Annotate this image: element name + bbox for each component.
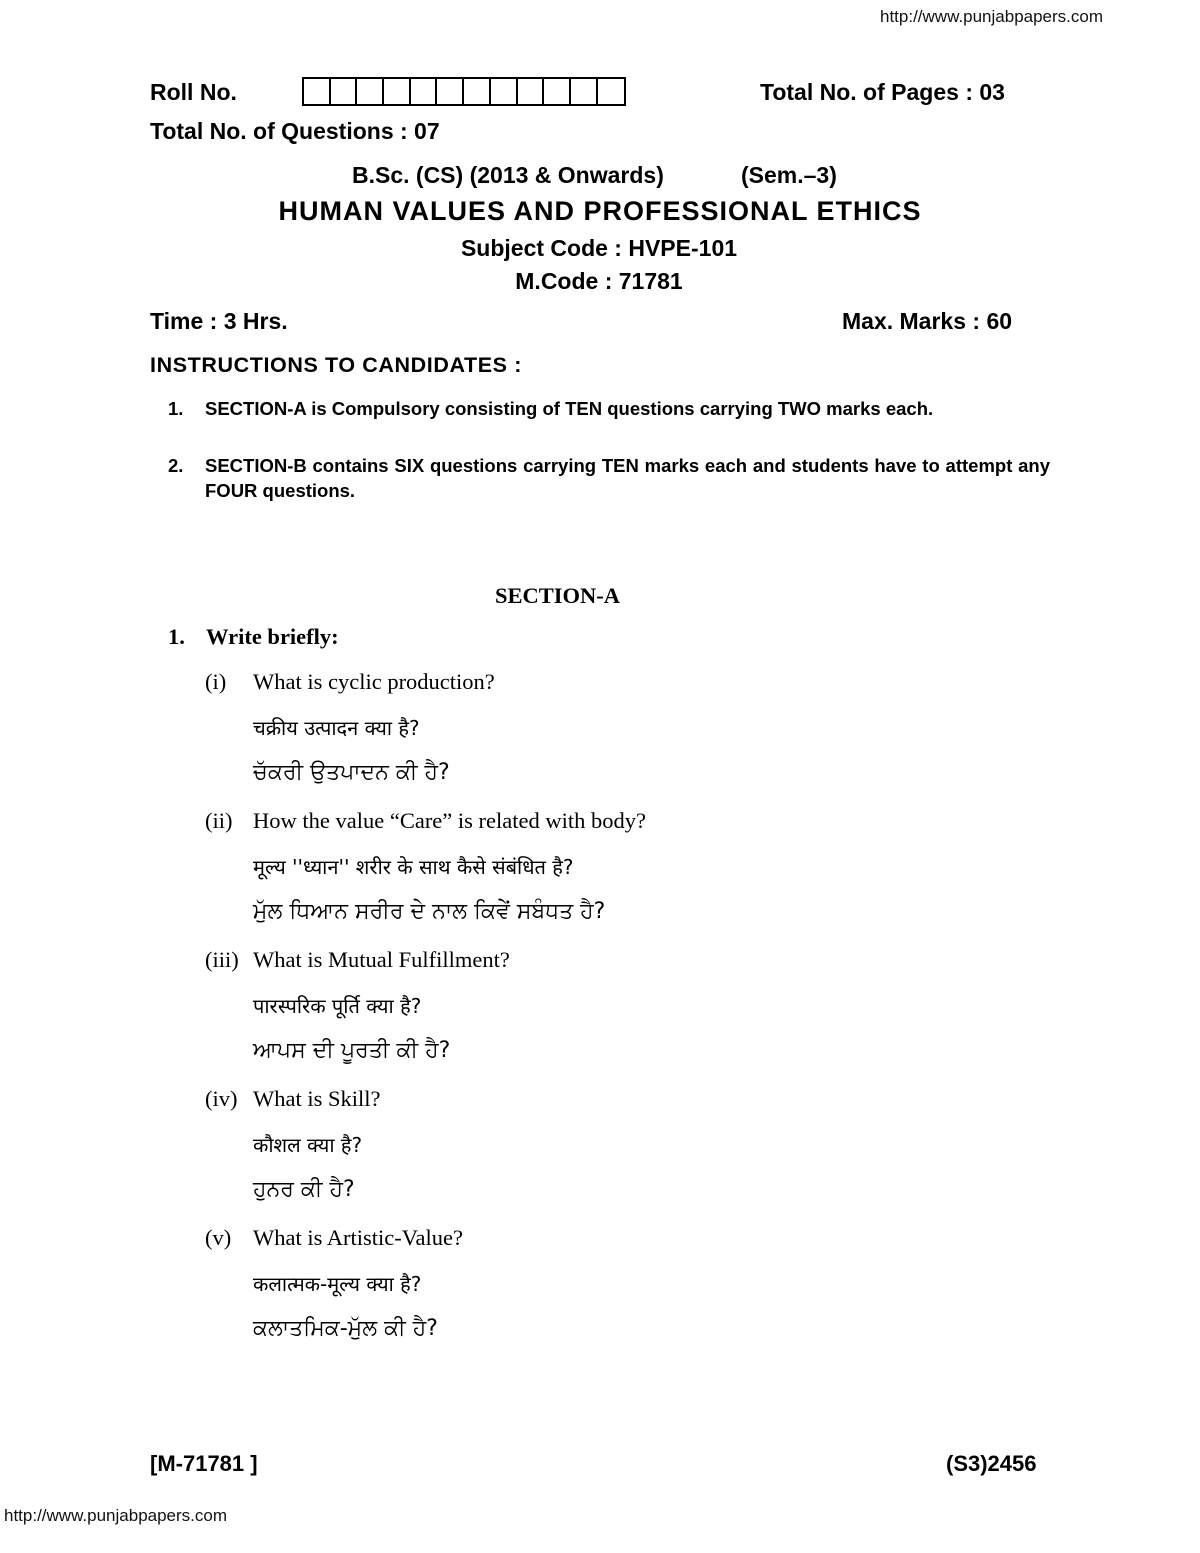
roll-no-box[interactable] <box>491 79 518 104</box>
subquestion-punjabi: ਚੱਕਰੀ ਉਤਪਾਦਨ ਕੀ ਹੈ? <box>253 760 450 785</box>
bottom-source-url[interactable]: http://www.punjabpapers.com <box>4 1506 228 1525</box>
subject-code: Subject Code : HVPE-101 <box>460 235 738 261</box>
roll-no-boxes[interactable] <box>302 77 626 106</box>
subquestion-number: (v) <box>205 1225 232 1250</box>
roll-no-box[interactable] <box>598 79 625 104</box>
roll-no-box[interactable] <box>411 79 438 104</box>
subquestion-hindi: कलात्मक-मूल्य क्या है? <box>253 1272 422 1296</box>
roll-no-box[interactable] <box>571 79 598 104</box>
question-number: 1. <box>168 624 185 649</box>
roll-no-label: Roll No. <box>150 79 237 105</box>
roll-no-box[interactable] <box>384 79 411 104</box>
time-allowed: Time : 3 Hrs. <box>150 308 288 334</box>
section-heading: SECTION-A <box>494 583 621 608</box>
roll-no-box[interactable] <box>437 79 464 104</box>
total-pages: Total No. of Pages : 03 <box>760 79 1005 105</box>
paper-title: HUMAN VALUES AND PROFESSIONAL ETHICS <box>278 196 922 226</box>
subquestion-english: How the value “Care” is related with body? <box>253 808 646 833</box>
semester: (Sem.–3) <box>741 162 837 188</box>
subquestion-english: What is Skill? <box>253 1086 381 1111</box>
subquestion-english: What is Mutual Fulfillment? <box>253 947 510 972</box>
subquestion-punjabi: ਆਪਸ ਦੀ ਪੂਰਤੀ ਕੀ ਹੈ? <box>253 1038 451 1063</box>
subquestion-number: (iv) <box>205 1086 238 1111</box>
top-source-url[interactable]: http://www.punjabpapers.com <box>880 7 1104 26</box>
roll-no-box[interactable] <box>544 79 571 104</box>
roll-no-box[interactable] <box>331 79 358 104</box>
subquestion-hindi: कौशल क्या है? <box>253 1133 363 1157</box>
total-questions: Total No. of Questions : 07 <box>150 118 440 144</box>
roll-no-box[interactable] <box>357 79 384 104</box>
m-code: M.Code : 71781 <box>515 268 683 294</box>
instruction-number: 1. <box>168 398 184 419</box>
roll-no-box[interactable] <box>464 79 491 104</box>
subquestion-punjabi: ਮੁੱਲ ਧਿਆਨ ਸਰੀਰ ਦੇ ਨਾਲ ਕਿਵੇਂ ਸਬੰਧਤ ਹੈ? <box>253 899 606 924</box>
subquestion-hindi: चक्रीय उत्पादन क्या है? <box>253 716 420 740</box>
subquestion-english: What is cyclic production? <box>253 669 495 694</box>
question-text: Write briefly: <box>206 624 339 649</box>
subquestion-english: What is Artistic-Value? <box>253 1225 463 1250</box>
course-name: B.Sc. (CS) (2013 & Onwards) <box>352 162 664 188</box>
instruction-number: 2. <box>168 455 184 476</box>
instruction-item <box>168 396 1058 448</box>
roll-no-box[interactable] <box>304 79 331 104</box>
subquestion-hindi: पारस्परिक पूर्ति क्या है? <box>253 994 422 1018</box>
subquestion-punjabi: ਹੁਨਰ ਕੀ ਹੈ? <box>253 1177 355 1202</box>
footer-paper-code: [M-71781 ] <box>150 1451 258 1476</box>
max-marks: Max. Marks : 60 <box>842 308 1013 334</box>
subquestion-punjabi: ਕਲਾਤਮਿਕ-ਮੁੱਲ ਕੀ ਹੈ? <box>253 1316 438 1341</box>
instruction-item <box>168 453 1058 505</box>
instruction-text: SECTION-B contains SIX questions carrying TEN marks each and students have to attempt any FOUR questions. <box>205 455 1050 501</box>
footer-print-code: (S3)2456 <box>946 1451 1037 1476</box>
instruction-text: SECTION-A is Compulsory consisting of TEN questions carrying TWO marks each. <box>205 398 934 419</box>
subquestion-number: (ii) <box>205 808 233 833</box>
subquestion-hindi: मूल्य ''ध्यान'' शरीर के साथ कैसे संबंधित है? <box>253 855 574 879</box>
instructions-heading: INSTRUCTIONS TO CANDIDATES : <box>150 353 522 377</box>
subquestion-number: (i) <box>205 669 227 694</box>
subquestion-number: (iii) <box>205 947 239 972</box>
roll-no-box[interactable] <box>518 79 545 104</box>
